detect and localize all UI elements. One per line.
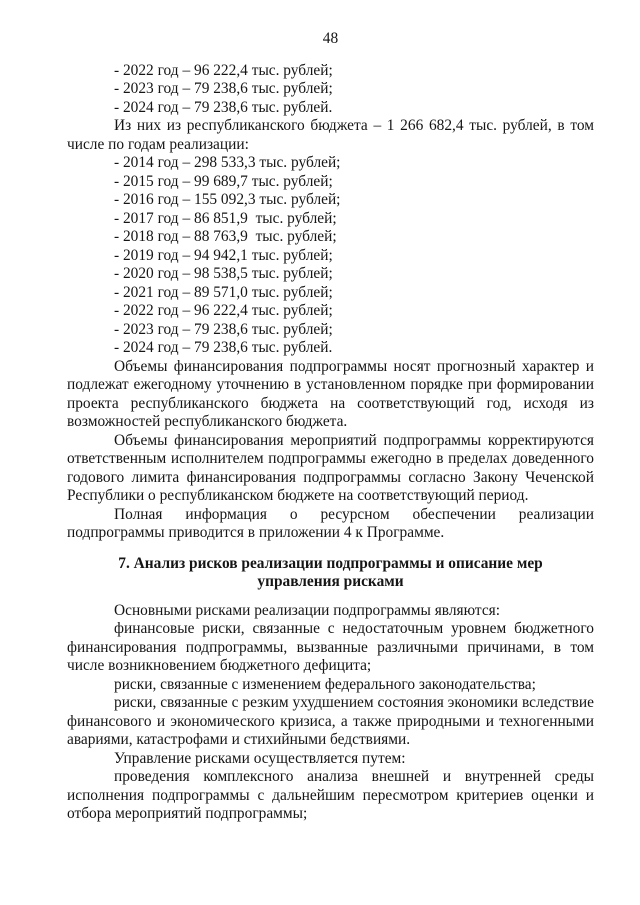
page-number: 48 — [322, 30, 339, 47]
budget-year-line: - 2024 год – 79 238,6 тыс. рублей. — [114, 98, 333, 116]
budget-year-line: - 2020 год – 98 538,5 тыс. рублей; — [114, 265, 333, 282]
section-heading-line2: управления рисками — [257, 573, 404, 590]
budget-year-line: - 2014 год – 298 533,3 тыс. рублей; — [114, 154, 341, 171]
paragraph-financing-adjustment: Объемы финансирования мероприятий подпрограммы корректируются ответственным исполнителем подпрограммы ежегодно в пределах доведенного годового лимита финансирования подпрограммы согласно Закону Чеченской Республики о республиканском бюджете на соответствующий период. — [67, 431, 594, 504]
paragraph-republican-budget-total: Из них из республиканского бюджета – 1 266 682,4 тыс. рублей, в том числе по годам реализации: — [67, 117, 594, 153]
paragraph-financing-forecast: Объемы финансирования подпрограммы носят прогнозный характер и подлежат ежегодному уточнению в установленном порядке при формировании проекта республиканского бюджета на соответствующий год, исходя из возможностей республиканского бюджета. — [67, 357, 594, 430]
paragraph-complex-analysis: проведения комплексного анализа внешней и внутренней среды исполнения подпрограммы с дальнейшим пересмотром критериев оценки и отбора мероприятий подпрограммы; — [67, 768, 594, 822]
budget-year-line: - 2022 год – 96 222,4 тыс. рублей; — [114, 302, 333, 319]
paragraph-federal-law-risks: риски, связанные с изменением федерального законодательства; — [114, 675, 536, 693]
budget-year-line: - 2016 год – 155 092,3 тыс. рублей; — [114, 191, 341, 208]
budget-year-line: - 2018 год – 88 763,9 тыс. рублей; — [114, 228, 337, 245]
budget-year-line: - 2022 год – 96 222,4 тыс. рублей; — [114, 61, 333, 79]
section-heading-line1: 7. Анализ рисков реализации подпрограммы и описание мер — [118, 554, 543, 572]
paragraph-risk-management-intro: Управление рисками осуществляется путем: — [114, 749, 406, 767]
budget-year-line: - 2017 год – 86 851,9 тыс. рублей; — [114, 209, 337, 227]
budget-year-line: - 2015 год – 99 689,7 тыс. рублей; — [114, 172, 333, 190]
paragraph-financial-risks: финансовые риски, связанные с недостаточным уровнем бюджетного финансирования подпрограммы, вызванные различными причинами, в том числе возникновением бюджетного дефицита; — [67, 620, 594, 674]
document-body — [67, 62, 594, 824]
paragraph-economic-risks: риски, связанные с резким ухудшением состояния экономики вследствие финансового и экономического кризиса, а также природными и техногенными авариями, катастрофами и стихийными бедствиями. — [67, 694, 594, 748]
budget-year-line: - 2021 год – 89 571,0 тыс. рублей; — [114, 283, 333, 301]
paragraph-main-risks-intro: Основными рисками реализации подпрограммы являются: — [114, 601, 501, 619]
budget-year-line: - 2023 год – 79 238,6 тыс. рублей; — [114, 320, 333, 338]
budget-year-line: - 2024 год – 79 238,6 тыс. рублей. — [114, 339, 333, 356]
budget-year-line: - 2019 год – 94 942,1 тыс. рублей; — [114, 246, 333, 264]
budget-year-line: - 2023 год – 79 238,6 тыс. рублей; — [114, 80, 333, 97]
paragraph-full-info-reference: Полная информация о ресурсном обеспечении реализации подпрограммы приводится в приложении 4 к Программе. — [67, 505, 594, 541]
section-heading-risk-analysis — [67, 555, 594, 592]
